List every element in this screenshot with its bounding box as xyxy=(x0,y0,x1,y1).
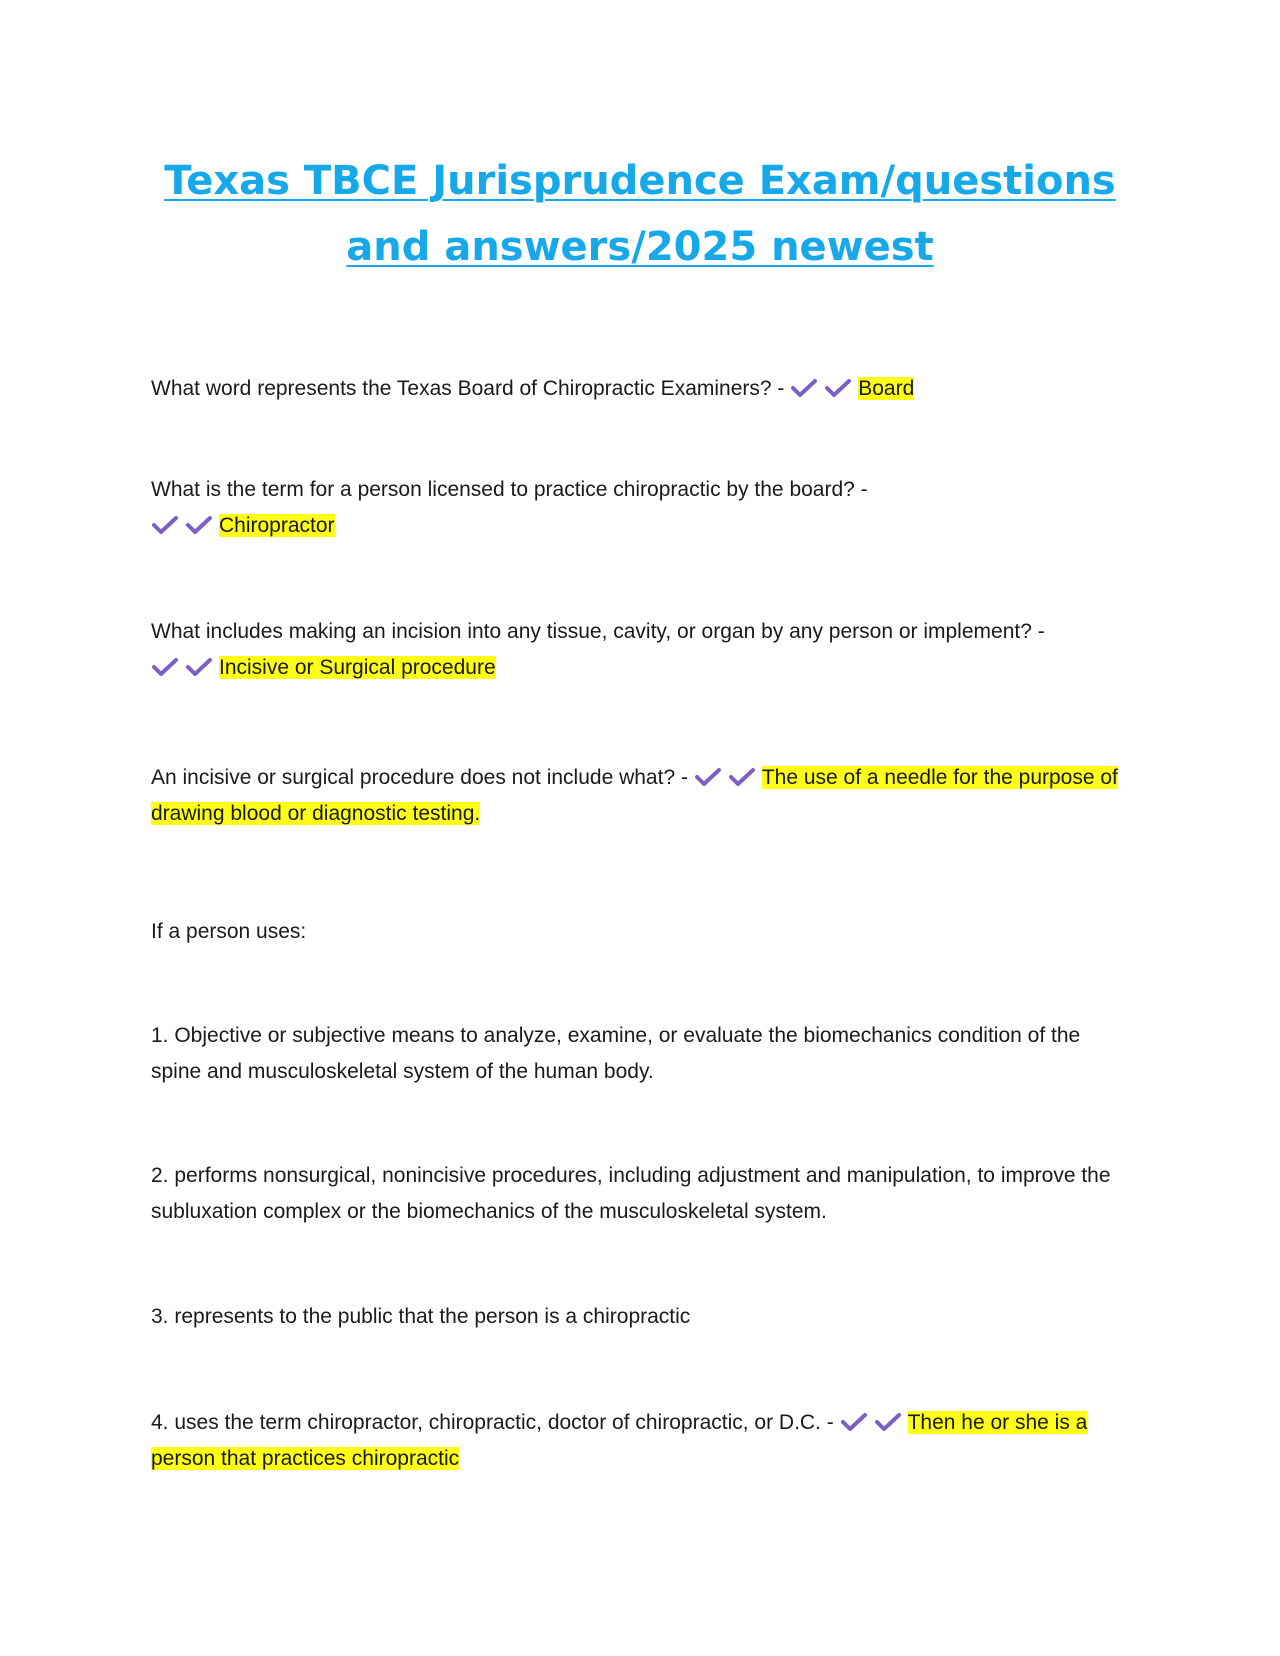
list-item-1: 1. Objective or subjective means to analyze, examine, or evaluate the biomechanics condition of the spine and musculoskeletal system of the human body. xyxy=(151,1024,1081,1083)
document-title: Texas TBCE Jurisprudence Exam/questions and answers/2025 newest xyxy=(164,158,1116,270)
check-mark-icon xyxy=(151,656,179,678)
check-mark-icon xyxy=(185,656,213,678)
question-text: What is the term for a person licensed to practice chiropractic by the board? - xyxy=(151,478,868,501)
answer-highlight: Then he or she is a person that practices chiropractic xyxy=(151,1411,1088,1470)
check-mark-icon xyxy=(728,766,756,788)
intro-text: If a person uses: xyxy=(151,920,307,943)
answer-highlight: The use of a needle for the purpose of drawing blood or diagnostic testing. xyxy=(151,766,1118,825)
question-text: What includes making an incision into any tissue, cavity, or organ by any person or implement? - xyxy=(151,620,1045,643)
question-text: What word represents the Texas Board of Chiropractic Examiners? - xyxy=(151,377,785,400)
check-mark-icon xyxy=(790,377,818,399)
qa-item-1 xyxy=(151,371,1136,407)
qa-item-4 xyxy=(151,760,1136,832)
qa-item-3 xyxy=(151,614,1136,686)
check-mark-icon xyxy=(824,377,852,399)
qa-item-2 xyxy=(151,472,1136,544)
check-mark-icon xyxy=(840,1411,868,1433)
list-item-3: 3. represents to the public that the person is a chiropractic xyxy=(151,1305,691,1328)
check-mark-icon xyxy=(694,766,722,788)
answer-highlight: Incisive or Surgical procedure xyxy=(219,656,496,679)
list-item-2: 2. performs nonsurgical, nonincisive procedures, including adjustment and manipulation, to improve the subluxation complex or the biomechanics of the musculoskeletal system. xyxy=(151,1164,1111,1223)
check-mark-icon xyxy=(151,514,179,536)
check-mark-icon xyxy=(874,1411,902,1433)
answer-highlight: Chiropractor xyxy=(219,514,335,537)
list-item-4 xyxy=(151,1405,1136,1477)
answer-highlight: Board xyxy=(858,377,915,400)
question-text: 4. uses the term chiropractor, chiropractic, doctor of chiropractic, or D.C. - xyxy=(151,1411,834,1434)
question-text: An incisive or surgical procedure does not include what? - xyxy=(151,766,688,789)
check-mark-icon xyxy=(185,514,213,536)
